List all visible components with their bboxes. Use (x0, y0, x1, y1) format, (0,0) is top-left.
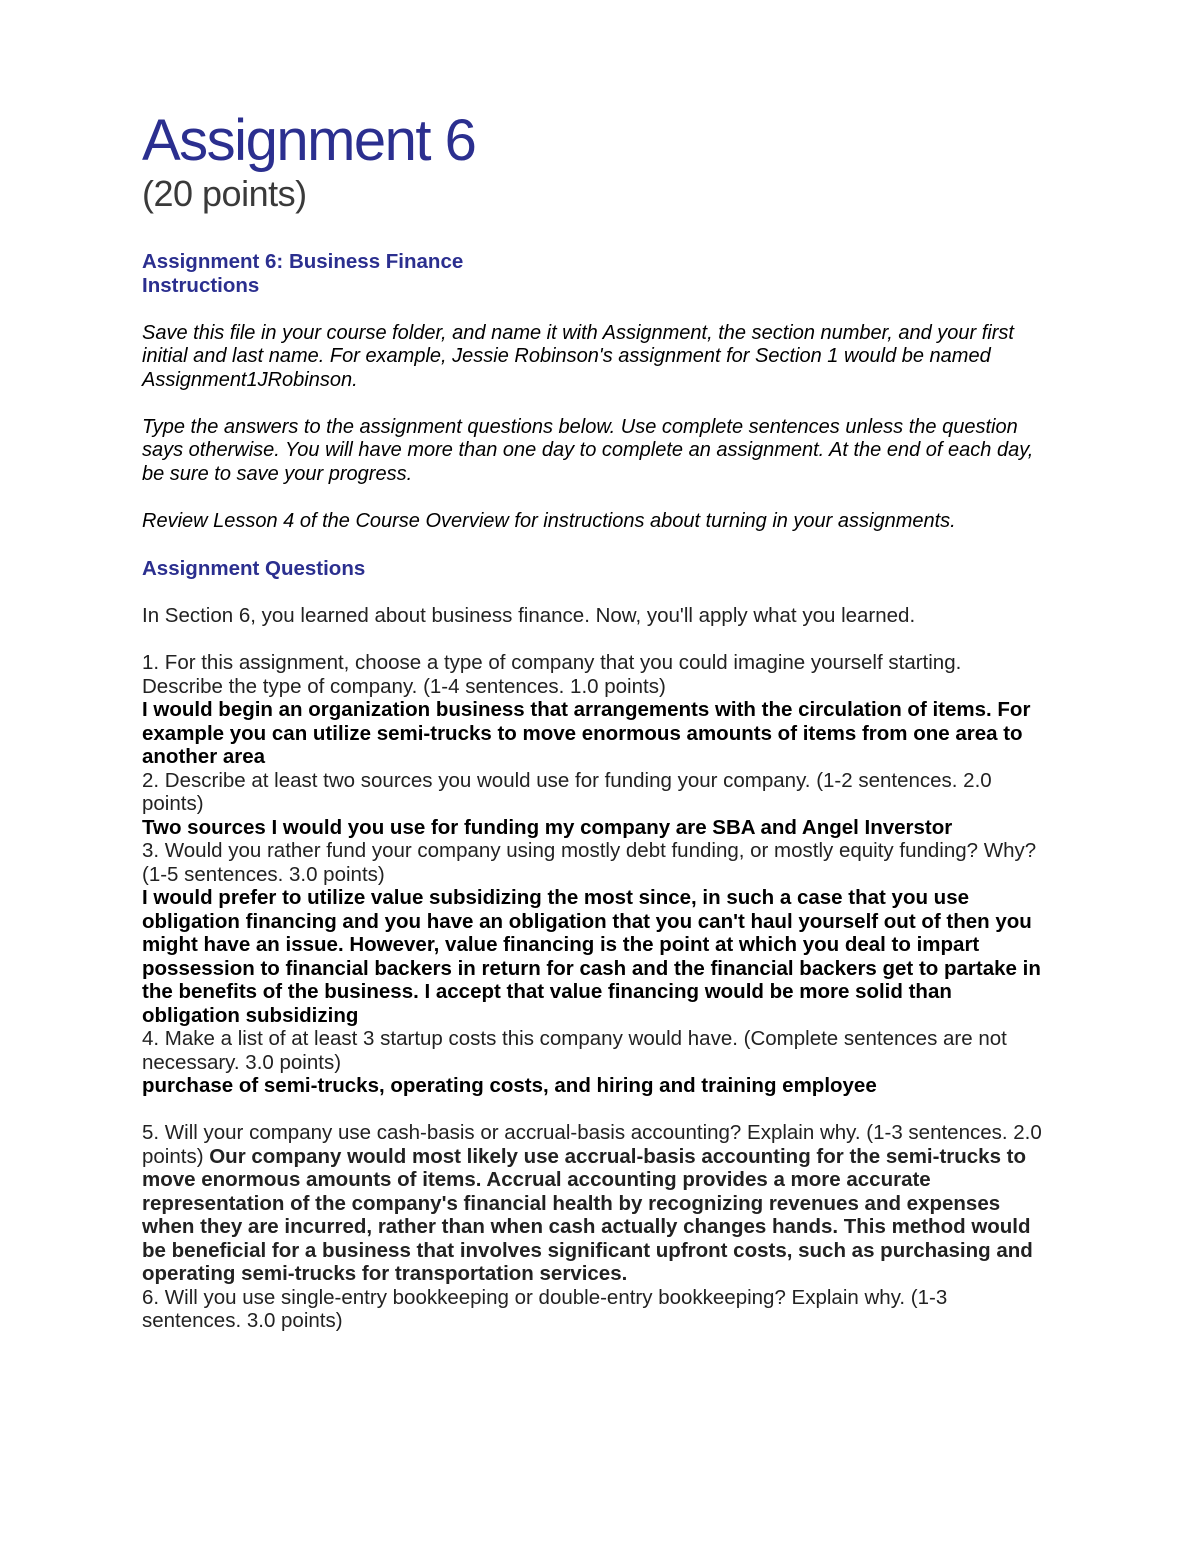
question-text: 3. Would you rather fund your company using mostly debt funding, or mostly equity funding? Why? (1-5 sentences. 3.0 points) (142, 839, 1037, 886)
question-block-2 (142, 769, 1042, 840)
answer-text: Two sources I would you use for funding my company are SBA and Angel Inverstor (142, 815, 953, 839)
question-block-6 (142, 1286, 1042, 1333)
points-subtitle: (20 points) (142, 173, 307, 214)
document-body (142, 108, 1042, 1333)
document-title: Assignment 6 (142, 108, 476, 173)
question-block-4 (142, 1027, 1042, 1098)
question-text: 1. For this assignment, choose a type of company that you could imagine yourself starting. Describe the type of company. (1-4 sentences. 1.0 points) (142, 651, 962, 698)
questions-heading: Assignment Questions (142, 556, 366, 580)
question-text: 2. Describe at least two sources you would use for funding your company. (1-2 sentences. 2.0 points) (142, 768, 992, 815)
question-text: 6. Will you use single-entry bookkeeping or double-entry bookkeeping? Explain why. (1-3 sentences. 3.0 points) (142, 1285, 948, 1332)
question-block-3 (142, 839, 1042, 1027)
instructions-paragraph-save: Save this file in your course folder, and name it with Assignment, the section number, and your first initial and last name. For example, Jessie Robinson's assignment for Section 1 would be named Assignment1JRobinson. (142, 321, 1014, 391)
question-block-5 (142, 1121, 1042, 1286)
question-text: 5. Will your company use cash-basis or accrual-basis accounting? Explain why. (1-3 sentences. 2.0 points) (142, 1121, 1042, 1168)
instructions-paragraph-review: Review Lesson 4 of the Course Overview for instructions about turning in your assignments. (142, 509, 956, 532)
question-text: 4. Make a list of at least 3 startup costs this company would have. (Complete sentences are not necessary. 3.0 points) (142, 1027, 1007, 1074)
answer-text: I would prefer to utilize value subsidizing the most since, in such a case that you use obligation financing and you have an obligation that you can't haul yourself out of then you might have an issue. However, value financing is the point at which you deal to impart possession to financial backers in return for cash and the financial backers get to partake in the benefits of the business. I accept that value financing would be more solid than obligation subsidizing (142, 886, 1041, 1027)
instructions-section (142, 250, 1042, 533)
answer-text: purchase of semi-trucks, operating costs, and hiring and training employee (142, 1074, 877, 1097)
question-block-1 (142, 651, 1042, 769)
instructions-heading: Instructions (142, 274, 260, 297)
question-5-paragraph (142, 1121, 1042, 1286)
answer-text: Our company would most likely use accrual-basis accounting for the semi-trucks to move enormous amounts of items. Accrual accounting provides a more accurate representation of the company's financial health by recognizing revenues and expenses when they are incurred, rather than when cash actually changes hands. This method would be beneficial for a business that involves significant upfront costs, such as purchasing and operating semi-trucks for transportation services. (142, 1144, 1033, 1285)
questions-intro: In Section 6, you learned about business finance. Now, you'll apply what you learned. (142, 604, 916, 627)
answer-text: I would begin an organization business that arrangements with the circulation of items. For example you can utilize semi-trucks to move enormous amounts of items from one area to another area (142, 698, 1031, 768)
instructions-paragraph-type: Type the answers to the assignment questions below. Use complete sentences unless the question says otherwise. You will have more than one day to complete an assignment. At the end of each day, be sure to save your progress. (142, 415, 1034, 485)
assignment-heading: Assignment 6: Business Finance (142, 250, 464, 273)
